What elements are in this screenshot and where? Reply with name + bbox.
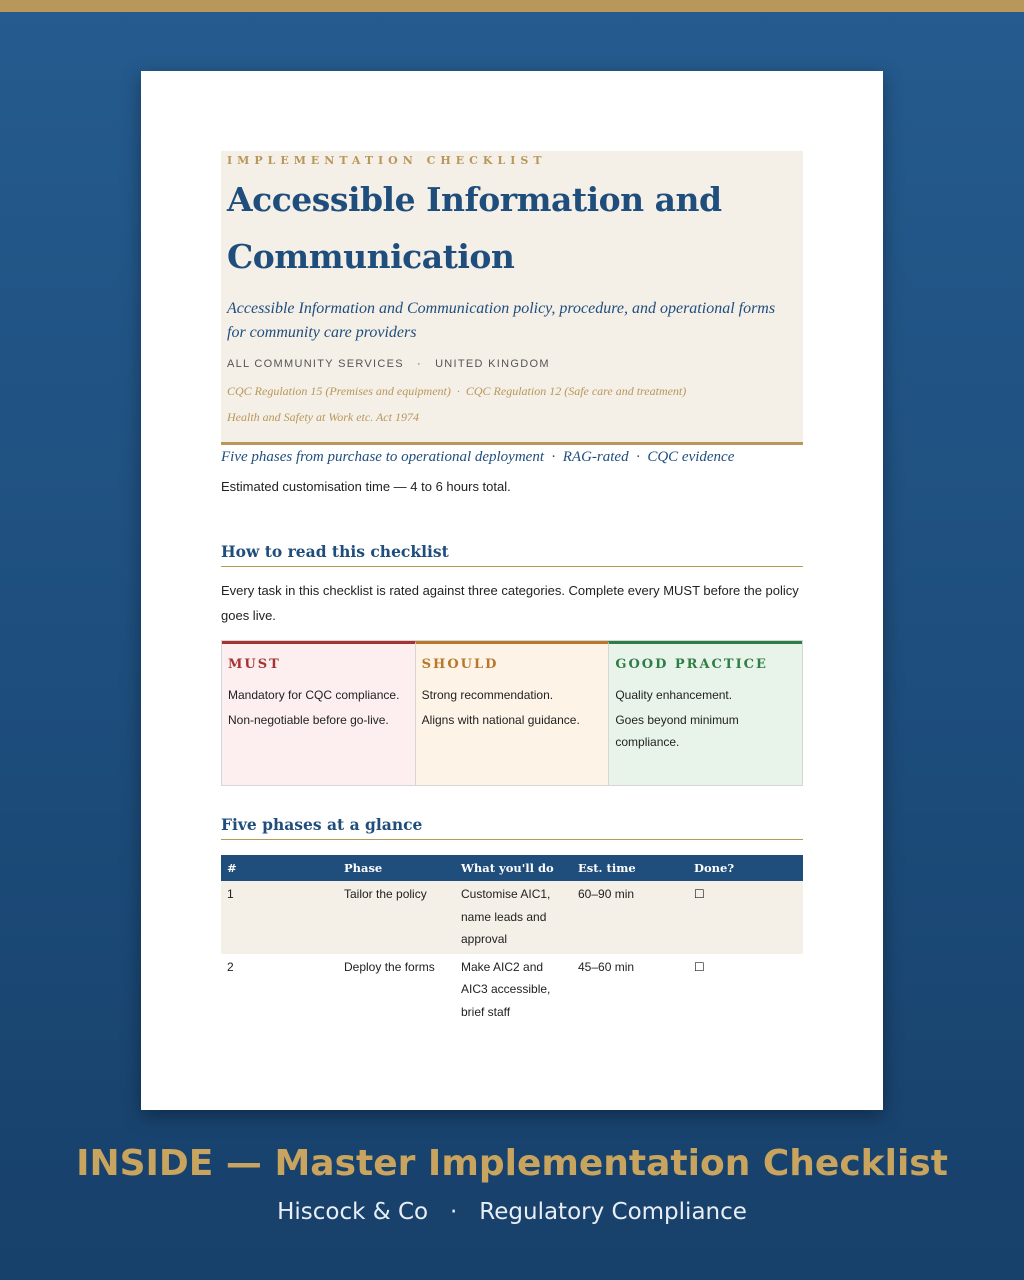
document-title-line-1: Accessible Information and <box>227 180 722 219</box>
eyebrow-label: IMPLEMENTATION CHECKLIST <box>227 154 547 167</box>
rag-label-good-practice: GOOD PRACTICE <box>615 657 768 672</box>
checkbox-icon[interactable]: ☐ <box>694 959 705 974</box>
scope-separator: · <box>417 358 422 370</box>
estimated-time: Estimated customisation time — 4 to 6 hours total. <box>221 479 511 494</box>
tagline-phases: Five phases from purchase to operational deployment <box>221 449 544 465</box>
title-block <box>221 151 803 445</box>
regulation-list <box>227 378 797 430</box>
rag-label-should: SHOULD <box>421 657 499 672</box>
column-header: Done? <box>688 855 803 881</box>
tagline <box>221 447 803 467</box>
tagline-rag: RAG-rated <box>562 449 629 465</box>
table-cell: Customise AIC1, name leads and approval <box>455 881 572 954</box>
top-accent-bar <box>0 0 1024 12</box>
document-title-line-2: Communication <box>227 237 515 276</box>
tagline-cqc: CQC evidence <box>647 449 735 465</box>
table-cell: 2 <box>221 954 338 1027</box>
rag-card-good-practice <box>608 641 802 785</box>
rag-text: Quality enhancement. <box>615 688 733 702</box>
rag-text: Non-negotiable before go-live. <box>228 712 389 727</box>
tagline-separator: · <box>636 449 640 465</box>
regulation-item: CQC Regulation 12 (Safe care and treatment) <box>465 384 687 398</box>
column-header: # <box>221 855 338 881</box>
document-content <box>221 151 803 1026</box>
table-row <box>221 881 803 954</box>
scope-region: UNITED KINGDOM <box>435 358 550 370</box>
section-heading-how-to-read: How to read this checklist <box>221 541 803 567</box>
phases-table <box>221 855 803 1026</box>
rag-card-must <box>222 641 415 785</box>
rag-text: Strong recommendation. <box>421 688 554 702</box>
table-cell: Make AIC2 and AIC3 accessible, brief staff <box>455 954 572 1027</box>
regulation-item: CQC Regulation 15 (Premises and equipment) <box>227 384 451 398</box>
scope-services: ALL COMMUNITY SERVICES <box>227 358 404 370</box>
document-page <box>141 71 883 1110</box>
document-subtitle: Accessible Information and Communication policy, procedure, and operational forms for community care providers <box>227 300 776 341</box>
tagline-separator: · <box>551 449 556 465</box>
footer-subtitle <box>0 1196 1024 1228</box>
checkbox-icon[interactable]: ☐ <box>694 887 705 901</box>
table-header-row <box>221 855 803 881</box>
footer-separator: · <box>450 1199 458 1225</box>
table-cell <box>688 954 803 1027</box>
scope-line <box>227 356 797 372</box>
rag-card-should <box>415 641 609 785</box>
rag-legend <box>221 640 803 786</box>
column-header: Phase <box>338 855 455 881</box>
regulation-item: Health and Safety at Work etc. Act 1974 <box>227 410 419 424</box>
table-cell <box>688 881 803 954</box>
document-title <box>227 171 797 285</box>
section-heading-phases: Five phases at a glance <box>221 814 803 840</box>
rag-text: Mandatory for CQC compliance. <box>228 688 400 702</box>
rag-text: Aligns with national guidance. <box>421 712 580 727</box>
table-cell: 60–90 min <box>572 881 688 954</box>
table-cell: 1 <box>221 881 338 954</box>
table-cell: 45–60 min <box>572 954 688 1027</box>
column-header: What you'll do <box>455 855 572 881</box>
footer-category: Regulatory Compliance <box>479 1199 747 1225</box>
regulation-separator: · <box>456 384 460 398</box>
column-header: Est. time <box>572 855 688 881</box>
how-to-read-body: Every task in this checklist is rated against three categories. Complete every MUST before the policy goes live. <box>221 583 799 623</box>
rag-text: Goes beyond minimum compliance. <box>615 712 739 749</box>
rag-label-must: MUST <box>228 657 281 672</box>
table-cell: Deploy the forms <box>338 954 455 1027</box>
footer-brand: Hiscock & Co <box>277 1199 429 1225</box>
footer-title: INSIDE — Master Implementation Checklist <box>76 1143 948 1184</box>
table-cell: Tailor the policy <box>338 881 455 954</box>
table-row <box>221 954 803 1027</box>
